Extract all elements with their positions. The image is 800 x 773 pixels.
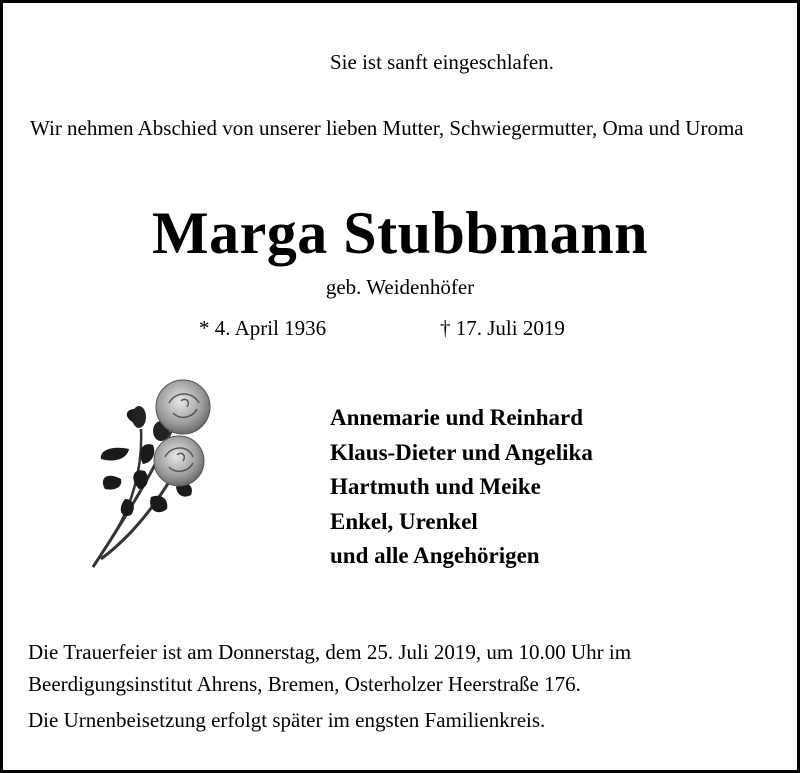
mourners-list <box>330 401 593 574</box>
mourner-line: Annemarie und Reinhard <box>330 405 584 430</box>
mourner-line: und alle Angehörigen <box>330 543 540 568</box>
farewell-text: Wir nehmen Abschied von unserer lieben Mutter, Schwiegermutter, Oma und Uroma <box>30 116 744 140</box>
rose-icon <box>81 379 231 575</box>
mourner-line: Hartmuth und Meike <box>330 474 541 499</box>
mourner-line: Klaus-Dieter und Angelika <box>330 439 593 465</box>
deceased-name: Marga Stubbmann <box>152 200 648 266</box>
death-date: † 17. Juli 2019 <box>440 316 565 340</box>
urn-burial-text: Die Urnenbeisetzung erfolgt später im engsten Familienkreis. <box>28 708 546 732</box>
mourner-line: Enkel, Urenkel <box>330 508 478 534</box>
funeral-details: Die Trauerfeier ist am Donnerstag, dem 25. Juli 2019, um 10.00 Uhr im Beerdigungsinstitut Ahrens, Bremen, Osterholzer Heerstraße 176. <box>28 640 632 696</box>
birth-name: geb. Weidenhöfer <box>325 275 475 299</box>
birth-date: * 4. April 1936 <box>199 316 327 340</box>
intro-text: Sie ist sanft eingeschlafen. <box>330 50 554 74</box>
